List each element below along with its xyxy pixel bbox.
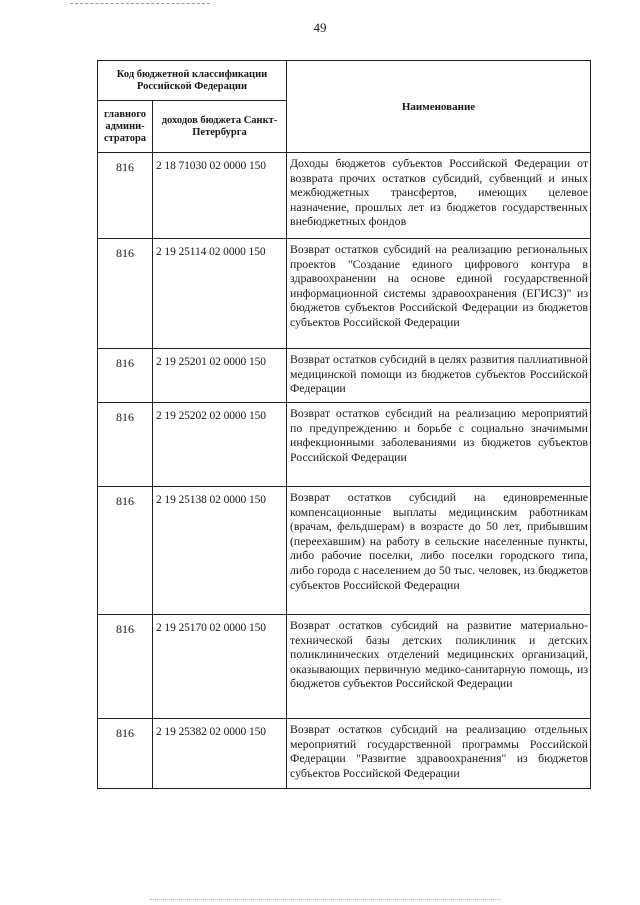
admin-code-cell: 816 <box>98 403 153 487</box>
table-row <box>98 719 591 789</box>
admin-code-cell: 816 <box>98 349 153 403</box>
name-cell: Возврат остатков субсидий на реализацию мероприятий по предупреждению и борьбе с социально значимыми инфекционными заболеваниями из бюджетов субъектов Российской Федерации <box>287 403 591 487</box>
admin-code-cell: 816 <box>98 487 153 615</box>
table-row <box>98 487 591 615</box>
table-body <box>98 153 591 789</box>
header-revenue-code: доходов бюджета Санкт-Петербурга <box>153 101 287 153</box>
table-row <box>98 239 591 349</box>
admin-code-cell: 816 <box>98 615 153 719</box>
revenue-code-cell: 2 19 25202 02 0000 150 <box>153 403 287 487</box>
name-cell: Возврат остатков субсидий на единовременные компенсационные выплаты медицинским работникам (врачам, фельдшерам) в возрасте до 50 лет, прибывшим (переехавшим) на работу в сельские населенные пункты, либо рабочие поселки, либо поселки городского типа, либо города с населением до 50 тыс. человек, из бюджетов субъектов Российской Федерации <box>287 487 591 615</box>
revenue-code-cell: 2 19 25170 02 0000 150 <box>153 615 287 719</box>
name-cell: Доходы бюджетов субъектов Российской Федерации от возврата прочих остатков субсидий, субвенций и иных межбюджетных трансфертов, имеющих целевое назначение, прошлых лет из бюджетов государственных внебюджетных фондов <box>287 153 591 239</box>
header-admin: главного админи-стратора <box>98 101 153 153</box>
revenue-code-cell: 2 19 25138 02 0000 150 <box>153 487 287 615</box>
name-cell: Возврат остатков субсидий на реализацию региональных проектов "Создание единого цифрового контура в здравоохранении на основе единой государственной информационной системы здравоохранения (ЕГИСЗ)" из бюджетов субъектов Российской Федерации из бюджетов субъектов Российской Федерации <box>287 239 591 349</box>
name-cell: Возврат остатков субсидий на развитие материально-технической базы детских поликлиник и детских поликлинических отделений медицинских организаций, оказывающих первичную медико-санитарную помощь, из бюджетов субъектов Российской Федерации <box>287 615 591 719</box>
revenue-code-cell: 2 19 25201 02 0000 150 <box>153 349 287 403</box>
bottom-scan-line <box>150 899 500 902</box>
header-name: Наименование <box>287 61 591 153</box>
table-row <box>98 615 591 719</box>
admin-code-cell: 816 <box>98 239 153 349</box>
table-row <box>98 153 591 239</box>
table-row <box>98 349 591 403</box>
admin-code-cell: 816 <box>98 719 153 789</box>
header-code-group: Код бюджетной классификации Российской Федерации <box>98 61 287 101</box>
page-number: 49 <box>313 20 327 35</box>
name-cell: Возврат остатков субсидий на реализацию отдельных мероприятий государственной программы Российской Федерации "Развитие здравоохранения" из бюджетов субъектов Российской Федерации <box>287 719 591 789</box>
table-row <box>98 403 591 487</box>
budget-classification-table <box>97 60 591 789</box>
revenue-code-cell: 2 19 25382 02 0000 150 <box>153 719 287 789</box>
top-rule <box>70 3 210 4</box>
name-cell: Возврат остатков субсидий в целях развития паллиативной медицинской помощи из бюджетов субъектов Российской Федерации <box>287 349 591 403</box>
revenue-code-cell: 2 18 71030 02 0000 150 <box>153 153 287 239</box>
revenue-code-cell: 2 19 25114 02 0000 150 <box>153 239 287 349</box>
admin-code-cell: 816 <box>98 153 153 239</box>
